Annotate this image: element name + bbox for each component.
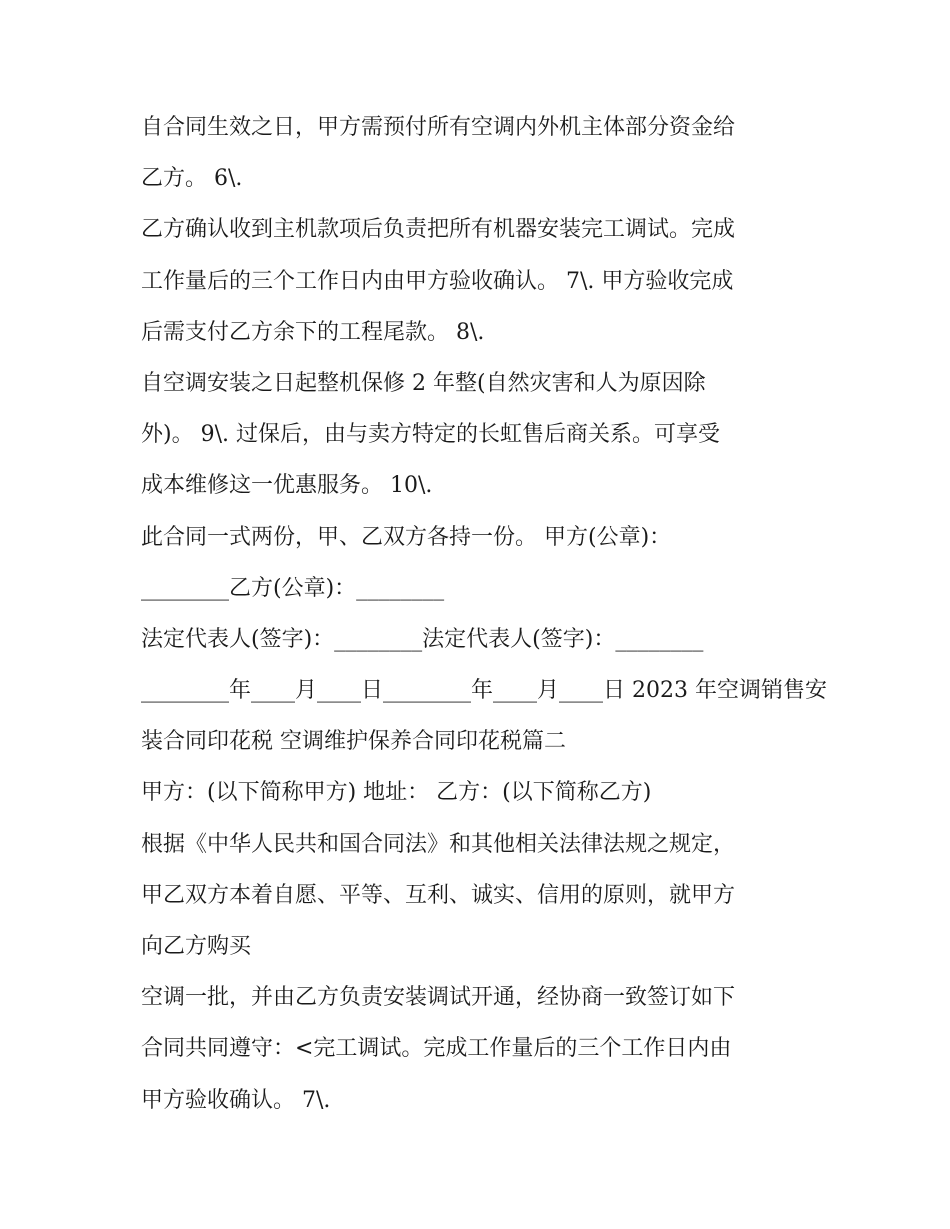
text-line: 自空调安装之日起整机保修 2 年整(自然灾害和人为原因除 <box>141 370 706 396</box>
text-line: 乙方。 6\. <box>141 166 243 192</box>
text-line: 外)。 9\. 过保后，由与卖方特定的长虹售后商关系。可享受 <box>141 422 720 448</box>
section-title: 装合同印花税 空调维护保养合同印花税篇二 <box>141 729 566 755</box>
date-line: ________年____月____日________年____月____日 2023 年空调销售安 <box>141 678 827 704</box>
text-line: 合同共同遵守：<完工调试。完成工作量后的三个工作日内由 <box>141 1036 732 1062</box>
text-line: 成本维修这一优惠服务。 10\. <box>141 473 433 499</box>
contract-text <box>141 102 831 1126</box>
signature-line: ________乙方(公章)：________ <box>141 575 445 601</box>
text-line: 甲乙双方本着自愿、平等、互利、诚实、信用的原则，就甲方 <box>141 882 736 908</box>
text-line: 向乙方购买 <box>141 934 252 959</box>
text-line: 后需支付乙方余下的工程尾款。 8\. <box>141 319 485 345</box>
text-line: 甲方验收确认。 7\. <box>141 1087 331 1113</box>
text-line: 自合同生效之日，甲方需预付所有空调内外机主体部分资金给 <box>141 115 736 140</box>
signature-line: 法定代表人(签字)：________法定代表人(签字)：________ <box>141 626 704 652</box>
parties-line: 甲方：(以下简称甲方) 地址： 乙方：(以下简称乙方) <box>141 780 652 806</box>
text-line: 工作量后的三个工作日内由甲方验收确认。 7\. 甲方验收完成 <box>141 268 734 294</box>
text-line: 根据《中华人民共和国合同法》和其他相关法律法规之规定， <box>141 831 736 857</box>
text-line: 空调一批，并由乙方负责安装调试开通，经协商一致签订如下 <box>141 985 736 1011</box>
text-line: 此合同一式两份，甲、乙双方各持一份。 甲方(公章)： <box>141 524 672 550</box>
text-line: 乙方确认收到主机款项后负责把所有机器安装完工调试。完成 <box>141 217 736 243</box>
